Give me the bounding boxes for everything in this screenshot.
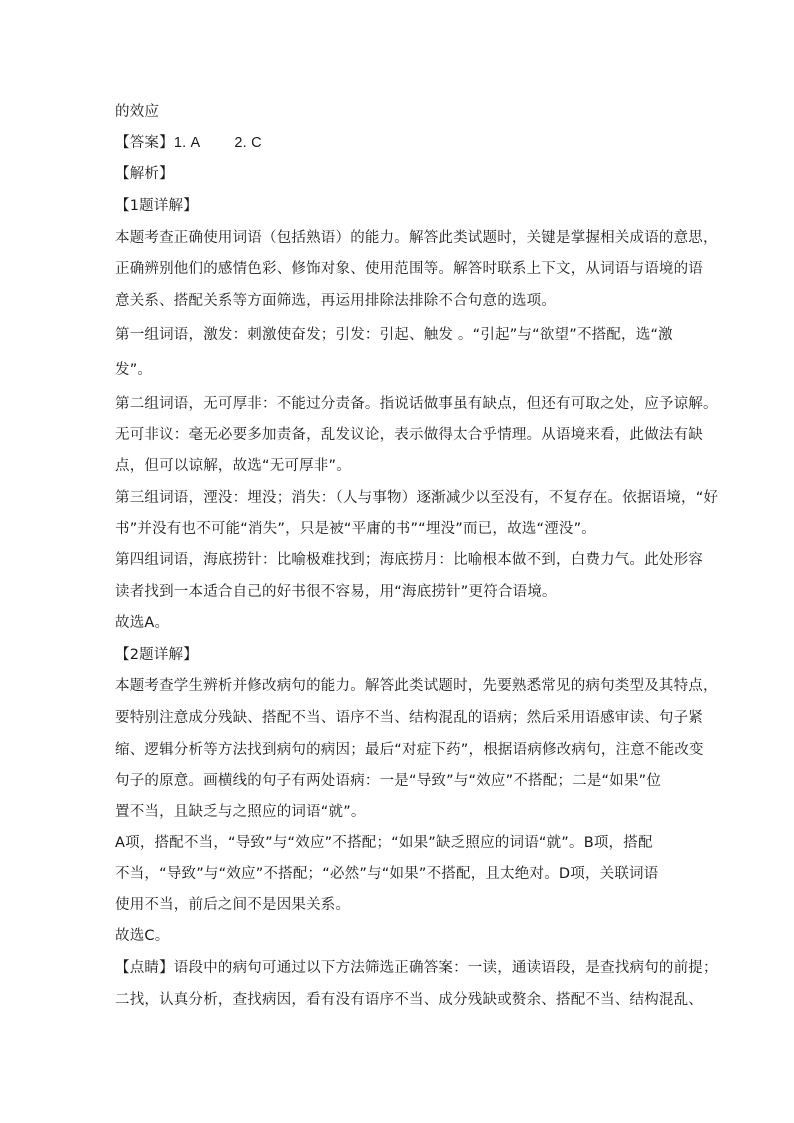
text-line: 发”。 — [115, 362, 153, 378]
answer-tag: 【答案】 — [115, 135, 174, 151]
text-line: 缩、逻辑分析等方法找到病句的病因；最后“对症下药”，根据语病修改病句，注意不能改变 — [115, 742, 704, 758]
text-line: 置不当，且缺乏与之照应的词语“就”。 — [115, 804, 366, 820]
answer-1: 1. A — [173, 135, 201, 151]
text-line: 正确辨别他们的感情色彩、修饰对象、使用范围等。解答时联系上下文，从词语与语境的语 — [115, 261, 703, 277]
tip-line: 【点睛】语段中的病句可通过以下方法筛选正确答案：一读，通读语段，是查找病句的前提； — [115, 960, 718, 976]
text-line: 读者找到一本适合自己的好书很不容易，用“海底捞针”更符合语境。 — [115, 584, 557, 600]
analysis-heading: 【解析】 — [115, 166, 174, 182]
text-line: 书”并没有也不可能“消失”，只是被“平庸的书”“埋没”而已，故选“湮没”。 — [115, 521, 597, 537]
text-line: 不当，“导致”与“效应”不搭配；“必然”与“如果”不搭配，且太绝对。D项，关联词语 — [115, 866, 659, 882]
text-line: 要特别注意成分残缺、搭配不当、语序不当、结构混乱的语病；然后采用语感审读、句子紧 — [115, 710, 703, 726]
text-line: 无可非议：毫无必要多加责备，乱发议论，表示做得太合乎情理。从语境来看，此做法有缺 — [115, 427, 703, 443]
text-line: 故选A。 — [115, 615, 170, 631]
text-line: 点，但可以谅解，故选“无可厚非”。 — [115, 458, 351, 474]
text-line: 本题考查学生辨析并修改病句的能力。解答此类试题时，先要熟悉常见的病句类型及其特点， — [115, 678, 718, 694]
text-line: 第一组词语，激发：刺激使奋发；引发：引起、触发 。“引起”与“欲望”不搭配，选“激 — [115, 327, 673, 343]
text-line: 本题考查正确使用词语（包括熟语）的能力。解答此类试题时，关键是掌握相关成语的意思， — [115, 230, 718, 246]
text-line: A项，搭配不当，“导致”与“效应”不搭配；“如果”缺乏照应的词语“就”。B项，搭配 — [115, 835, 653, 851]
section-heading-1: 【1题详解】 — [115, 198, 198, 214]
text-line: 句子的原意。画横线的句子有两处语病：一是“导致”与“效应”不搭配；二是“如果”位 — [115, 773, 662, 789]
text-line: 二找，认真分析，查找病因，看有没有语序不当、成分残缺或赘余、搭配不当、结构混乱、 — [115, 992, 703, 1008]
text-line: 使用不当，前后之间不是因果关系。 — [115, 897, 351, 913]
text-line: 的效应 — [115, 104, 160, 120]
text-line: 意关系、搭配关系等方面筛选，再运用排除法排除不合句意的选项。 — [115, 293, 556, 309]
answer-2: 2. C — [234, 135, 262, 151]
text-line: 第四组词语，海底捞针：比喻极难找到；海底捞月：比喻根本做不到，白费力气。此处形容 — [115, 552, 703, 568]
text-line: 第三组词语，湮没：埋没；消失：（人与事物）逐渐减少以至没有，不复存在。依据语境，“好 — [115, 490, 719, 506]
answer-line — [115, 133, 685, 153]
section-heading-2: 【2题详解】 — [115, 647, 198, 663]
text-line: 第二组词语，无可厚非：不能过分责备。指说话做事虽有缺点，但还有可取之处，应予谅解。 — [115, 396, 718, 412]
text-line: 故选C。 — [115, 928, 170, 944]
